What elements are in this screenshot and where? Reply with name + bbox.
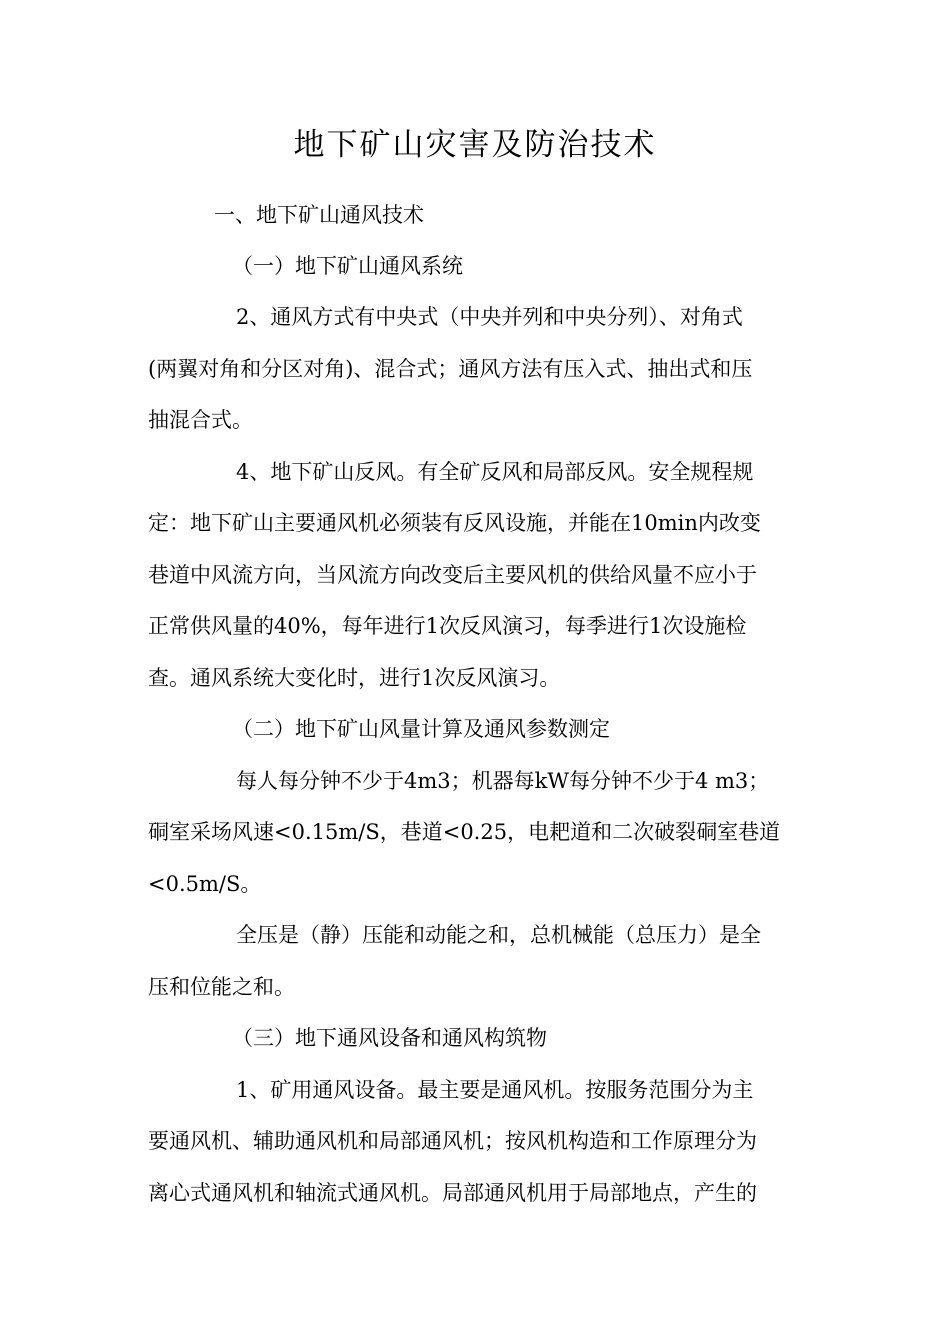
paragraph-line: 4、地下矿山反风。有全矿反风和局部反风。安全规程规 xyxy=(236,460,754,484)
subsection-heading: （一）地下矿山通风系统 xyxy=(232,254,463,278)
paragraph-line: 1、矿用通风设备。最主要是通风机。按服务范围分为主 xyxy=(236,1078,754,1102)
paragraph-line: 正常供风量的40%，每年进行1次反风演习，每季进行1次设施检 xyxy=(148,614,747,638)
paragraph-line: 离心式通风机和轴流式通风机。局部通风机用于局部地点，产生的 xyxy=(148,1181,757,1205)
paragraph-line: 压和位能之和。 xyxy=(148,975,295,999)
paragraph-line: 巷道中风流方向，当风流方向改变后主要风机的供给风量不应小于 xyxy=(148,563,757,587)
paragraph-line: 每人每分钟不少于4m3；机器每kW每分钟不少于4 m3； xyxy=(236,769,770,793)
subsection-heading: （三）地下通风设备和通风构筑物 xyxy=(232,1026,547,1050)
paragraph-line: 2、通风方式有中央式（中央并列和中央分列）、对角式 xyxy=(236,305,743,329)
paragraph-line: 全压是（静）压能和动能之和，总机械能（总压力）是全 xyxy=(236,923,761,947)
subsection-heading: （二）地下矿山风量计算及通风参数测定 xyxy=(232,717,610,741)
paragraph-line: 定：地下矿山主要通风机必须装有反风设施，并能在10min内改变 xyxy=(148,511,761,535)
paragraph-line: (两翼对角和分区对角)、混合式；通风方法有压入式、抽出式和压 xyxy=(148,357,753,381)
paragraph-line: <0.5m/S。 xyxy=(148,872,262,896)
paragraph-line: 硐室采场风速<0.15m/S，巷道<0.25，电耙道和二次破裂硐室巷道 xyxy=(148,820,781,844)
section-heading: 一、地下矿山通风技术 xyxy=(214,203,424,227)
paragraph-line: 查。通风系统大变化时，进行1次反风演习。 xyxy=(148,666,561,690)
paragraph-line: 要通风机、辅助通风机和局部通风机；按风机构造和工作原理分为 xyxy=(148,1129,757,1153)
document-title: 地下矿山灾害及防治技术 xyxy=(293,127,657,163)
paragraph-line: 抽混合式。 xyxy=(148,408,253,432)
